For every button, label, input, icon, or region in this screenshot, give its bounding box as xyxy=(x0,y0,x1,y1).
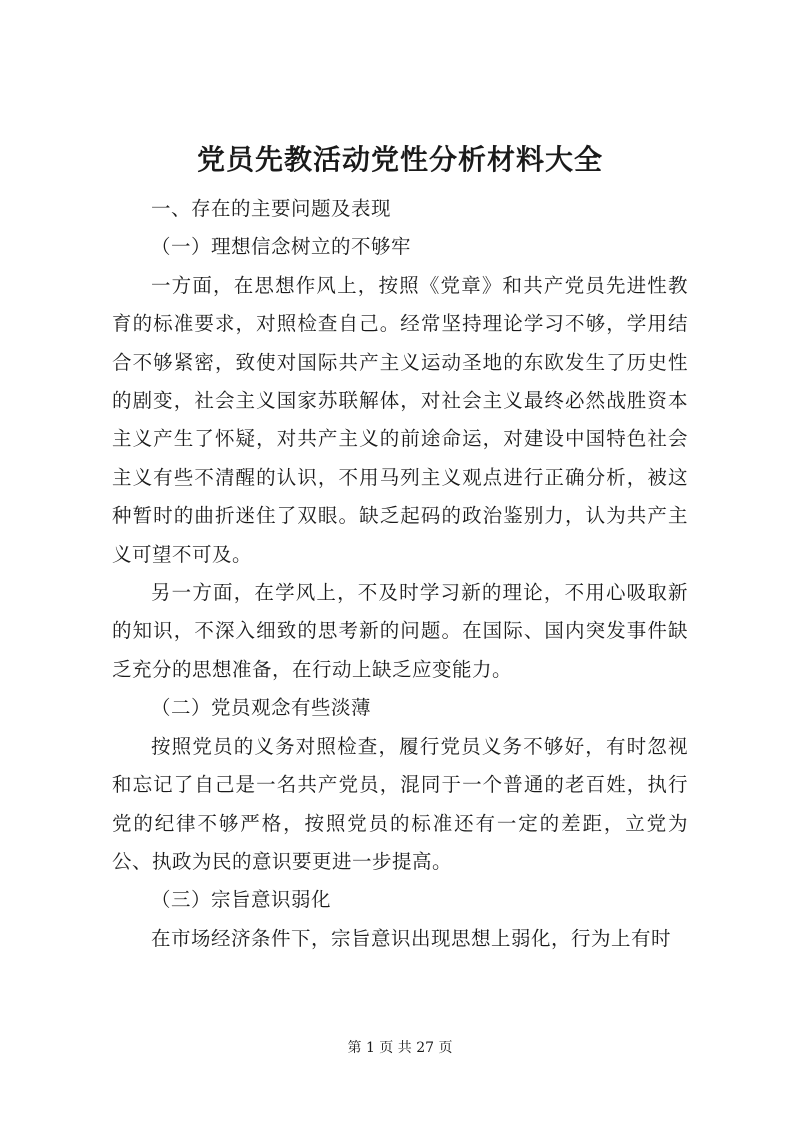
page-number-footer: 第 1 页 共 27 页 xyxy=(347,1040,453,1056)
body-paragraph: 另一方面，在学风上，不及时学习新的理论，不用心吸取新的知识，不深入细致的思考新的问题。在国际、国内突发事件缺乏充分的思想准备，在行动上缺乏应变能力。 xyxy=(112,581,688,681)
document-body xyxy=(112,190,688,958)
subsection-heading: （三）宗旨意识弱化 xyxy=(151,888,332,912)
subsection-heading: （一）理想信念树立的不够牢 xyxy=(151,235,412,259)
section-heading: 一、存在的主要问题及表现 xyxy=(151,197,392,220)
body-paragraph: 一方面，在思想作风上，按照《党章》和共产党员先进性教育的标准要求，对照检查自己。经常坚持理论学习不够，学用结合不够紧密，致使对国际共产主义运动圣地的东欧发生了历史性的剧变，社会主义国家苏联解体，对社会主义最终必然战胜资本主义产生了怀疑，对共产主义的前途命运，对建设中国特色社会主义有些不清醒的认识，不用马列主义观点进行正确分析，被这种暂时的曲折迷住了双眼。缺乏起码的政治鉴别力，认为共产主义可望不可及。 xyxy=(112,273,688,566)
body-paragraph: 按照党员的义务对照检查，履行党员义务不够好，有时忽视和忘记了自己是一名共产党员，混同于一个普通的老百姓，执行党的纪律不够严格，按照党员的标准还有一定的差距，立党为公、执政为民的意识要更进一步提高。 xyxy=(112,734,688,873)
subsection-heading: （二）党员观念有些淡薄 xyxy=(151,696,372,720)
document-title: 党员先教活动党性分析材料大全 xyxy=(196,143,603,176)
body-paragraph: 在市场经济条件下，宗旨意识出现思想上弱化，行为上有时 xyxy=(151,926,672,950)
